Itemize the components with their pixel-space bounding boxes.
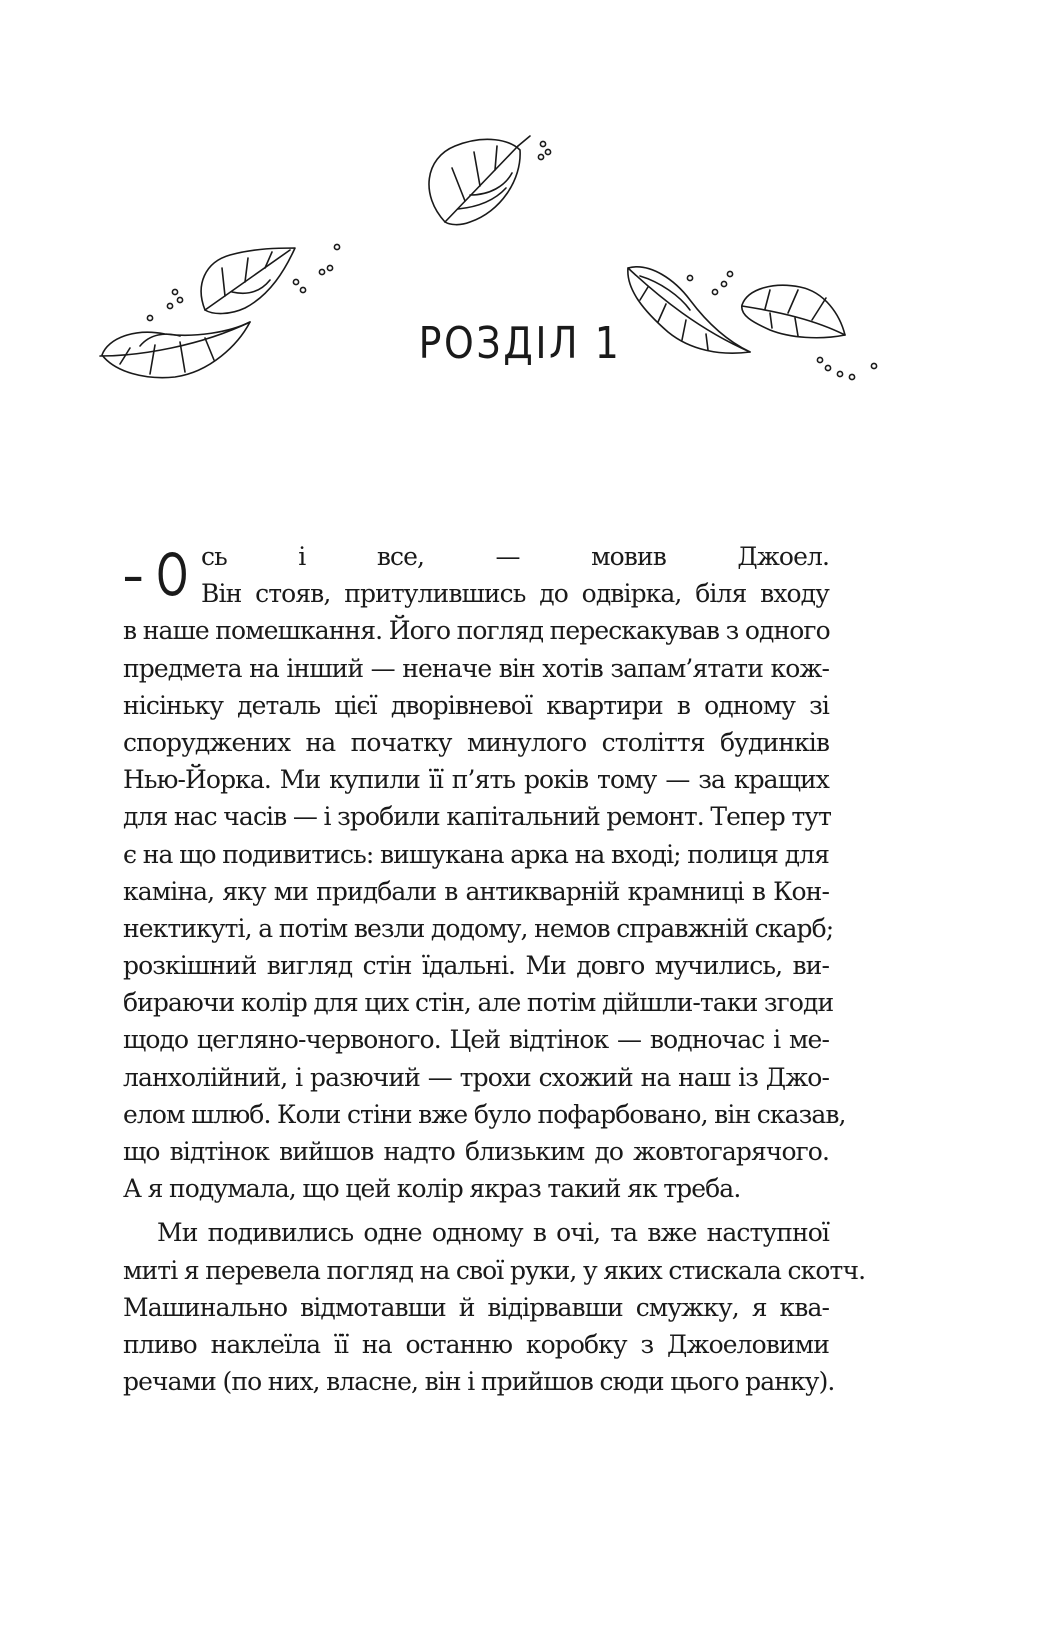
text-line: нектикуті, а потім везли додому, немов справжній скарб; [123, 913, 834, 943]
text-line: сь і все, — мовив Джоел. [201, 542, 829, 571]
body-text [123, 538, 866, 1400]
drop-cap: – О [123, 541, 189, 609]
text-line: Він стояв, притулившись до одвірка, біля входу [201, 579, 829, 609]
text-line: каміна, яку ми придбали в антикварній крамниці в Кон- [123, 876, 829, 906]
text-line: є на що подивитись: вишукана арка на вході; полиця для [123, 839, 829, 869]
dot [172, 289, 177, 294]
text-line: ланхолійний, і разючий — трохи схожий на наш із Джо- [123, 1062, 829, 1092]
text-line: розкішний вигляд стін їдальні. Ми довго мучились, ви- [123, 951, 829, 981]
dot [849, 374, 854, 379]
leaf-top-center [429, 136, 530, 225]
dot [167, 303, 172, 308]
text-line: бираючи колір для цих стін, але потім дійшли-таки згоди [123, 988, 834, 1018]
dot [327, 265, 332, 270]
dot [837, 371, 842, 376]
text-line: Ми подивились одне одному в очі, та вже наступної [157, 1218, 829, 1248]
text-line: що відтінок вийшов надто близьким до жовтогарячого. [123, 1137, 829, 1166]
text-line: щодо цегляно-червоного. Цей відтінок — водночас і ме- [123, 1025, 829, 1055]
text-line: речами (по них, власне, він і прийшов сюди цього ранку). [123, 1367, 835, 1397]
text-line: пливо наклеїла її на останню коробку з Джоеловими [123, 1329, 829, 1359]
paragraph [123, 538, 846, 1207]
text-line: А я подумала, що цей колір якраз такий як треба. [123, 1174, 741, 1204]
text-line: Нью-Йорка. Ми купили її п’ять років тому — за кращих [123, 765, 829, 795]
paragraph [123, 1214, 866, 1400]
text-line: в наше помешкання. Його погляд перескакував з одного [123, 616, 830, 646]
dot [177, 297, 182, 302]
dot [300, 287, 305, 292]
text-line: Машинально відмотавши й відірвавши смужку, я ква- [123, 1292, 829, 1322]
dot [293, 279, 298, 284]
dot [319, 269, 324, 274]
text-line: для нас часів — і зробили капітальний ремонт. Тепер тут [123, 802, 832, 832]
text-line: нісіньку деталь цієї дворівневої квартири в одному зі [123, 690, 829, 720]
text-line: елом шлюб. Коли стіни вже було пофарбовано, він сказав, [123, 1099, 846, 1129]
dot [334, 244, 339, 249]
text-line: споруджених на початку минулого століття будинків [123, 727, 829, 757]
dot [687, 275, 692, 280]
dot [545, 149, 550, 154]
text-line: миті я перевела погляд на свої руки, у яких стискала скотч. [123, 1255, 866, 1285]
text-line: предмета на інший — неначе він хотів запам’ятати кож- [123, 653, 829, 683]
dot [538, 154, 543, 159]
dot [712, 289, 717, 294]
dot [721, 281, 726, 286]
leaf-left-upper [201, 248, 295, 314]
dot [540, 141, 545, 146]
dot [727, 271, 732, 276]
chapter-title: РОЗДІЛ 1 [418, 318, 622, 369]
